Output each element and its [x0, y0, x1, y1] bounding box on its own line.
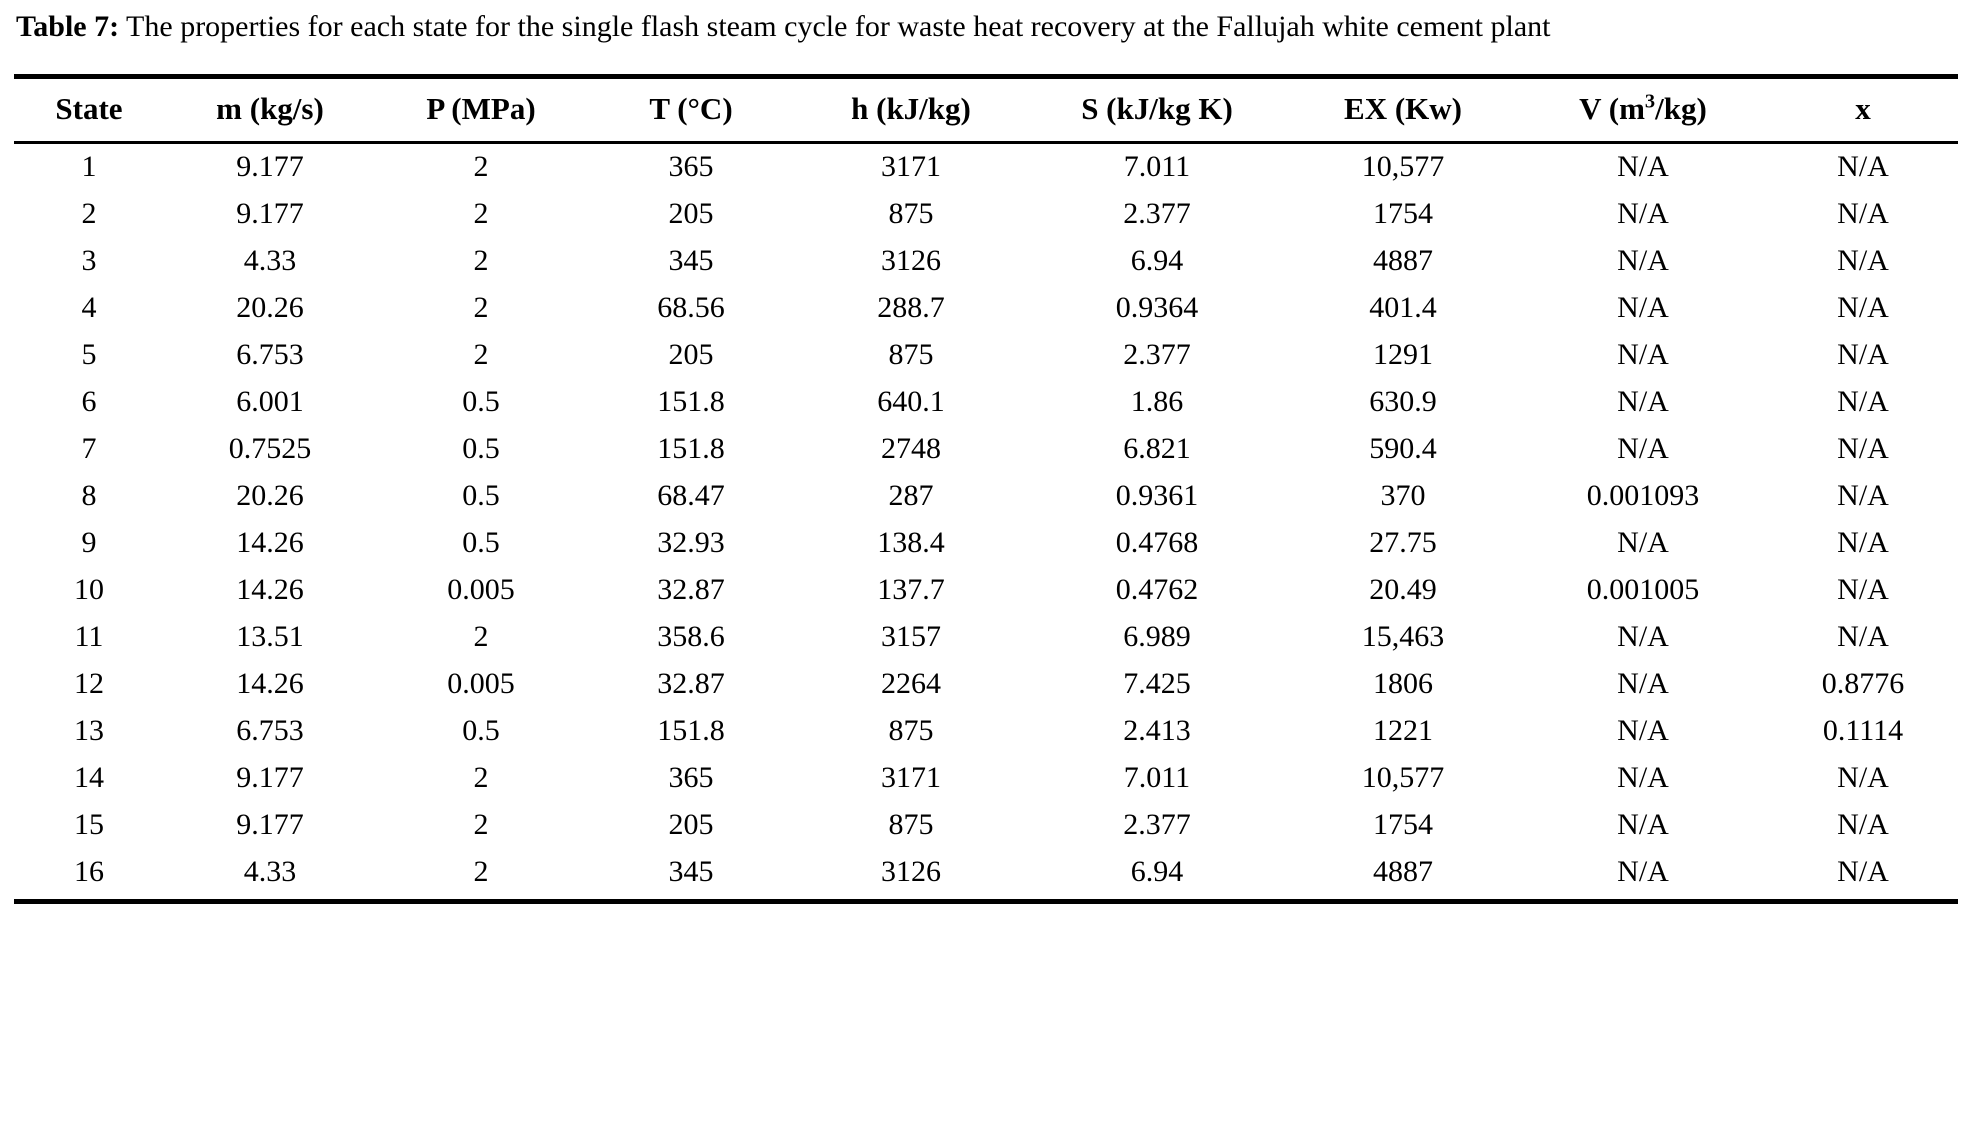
data-cell: 2 [473, 620, 489, 654]
data-cell: 875 [888, 714, 934, 748]
table-row [14, 849, 1958, 902]
state-cell: 3 [81, 244, 97, 278]
state-cell: 13 [74, 714, 104, 748]
data-cell: 640.1 [877, 385, 945, 419]
data-cell: N/A [1837, 385, 1889, 419]
data-cell: 27.75 [1369, 526, 1437, 560]
data-cell: 0.1114 [1822, 714, 1904, 748]
data-cell: 7.011 [1123, 761, 1191, 795]
data-cell: 1806 [1373, 667, 1433, 701]
data-cell: 7.011 [1123, 150, 1191, 184]
column-header-5: S (kJ/kg K) [1026, 77, 1288, 143]
data-cell: N/A [1617, 526, 1669, 560]
table-row [14, 191, 1958, 238]
state-cell: 8 [81, 479, 97, 513]
data-cell: 2.413 [1123, 714, 1191, 748]
data-cell: 4.33 [243, 244, 297, 278]
data-cell: 287 [888, 479, 934, 513]
data-cell: 14.26 [236, 573, 304, 607]
data-cell: 0.4768 [1115, 526, 1199, 560]
data-cell: 20.49 [1369, 573, 1437, 607]
data-cell: 6.94 [1026, 849, 1288, 902]
data-cell: 875 [888, 197, 934, 231]
data-cell: 0.7525 [228, 432, 312, 466]
state-cell: 12 [74, 667, 104, 701]
table-row [14, 755, 1958, 802]
data-cell: 3171 [881, 761, 941, 795]
data-cell: 20.26 [236, 291, 304, 325]
data-cell: 68.56 [657, 291, 725, 325]
data-cell: N/A [1617, 620, 1669, 654]
data-cell: N/A [1768, 849, 1958, 902]
data-cell: 205 [668, 197, 714, 231]
data-cell: 2 [473, 291, 489, 325]
state-cell: 9 [81, 526, 97, 560]
table-row [14, 473, 1958, 520]
data-cell: 2.377 [1123, 197, 1191, 231]
data-cell: 7.425 [1123, 667, 1191, 701]
data-cell: N/A [1837, 808, 1889, 842]
data-cell: 0.005 [447, 667, 515, 701]
data-cell: 365 [668, 761, 714, 795]
data-cell: 9.177 [236, 197, 304, 231]
data-cell: N/A [1837, 620, 1889, 654]
state-cell: 10 [74, 573, 104, 607]
data-cell: N/A [1617, 338, 1669, 372]
column-header-3: T (°C) [586, 77, 796, 143]
data-cell: 0.5 [462, 479, 500, 513]
data-cell: N/A [1617, 714, 1669, 748]
data-cell: 2.377 [1123, 808, 1191, 842]
table-caption [16, 8, 1960, 46]
data-cell: 2748 [881, 432, 941, 466]
data-cell: 1221 [1373, 714, 1433, 748]
data-cell: 6.753 [236, 714, 304, 748]
state-cell: 4 [81, 291, 97, 325]
data-cell: 32.87 [657, 667, 725, 701]
data-cell: N/A [1837, 197, 1889, 231]
state-cell: 2 [81, 197, 97, 231]
data-cell: 0.5 [462, 714, 500, 748]
data-cell: N/A [1837, 573, 1889, 607]
data-cell: N/A [1837, 150, 1889, 184]
data-cell: 345 [586, 849, 796, 902]
data-cell: 15,463 [1361, 620, 1445, 654]
data-cell: 6.94 [1130, 244, 1184, 278]
data-cell: 0.5 [462, 432, 500, 466]
column-header-exponent: 3 [1644, 90, 1656, 113]
data-cell: 2 [473, 244, 489, 278]
data-cell: 151.8 [657, 714, 725, 748]
data-cell: 630.9 [1369, 385, 1437, 419]
table-row [14, 332, 1958, 379]
data-cell: 4.33 [164, 849, 376, 902]
data-cell: 4887 [1288, 849, 1518, 902]
data-cell: 32.87 [657, 573, 725, 607]
column-header-7: V $(m^3/kg)$ [1518, 77, 1768, 143]
column-header-6: EX (Kw) [1288, 77, 1518, 143]
data-cell: 3157 [881, 620, 941, 654]
table-row [14, 520, 1958, 567]
data-cell: 0.5 [462, 385, 500, 419]
data-cell: N/A [1617, 244, 1669, 278]
data-cell: N/A [1617, 291, 1669, 325]
data-cell: 3171 [881, 150, 941, 184]
table-row [14, 143, 1958, 192]
data-cell: 6.753 [236, 338, 304, 372]
data-cell: 68.47 [657, 479, 725, 513]
column-header-2: P (MPa) [376, 77, 586, 143]
data-cell: 3126 [881, 244, 941, 278]
data-cell: N/A [1837, 479, 1889, 513]
table-row [14, 708, 1958, 755]
table-row [14, 614, 1958, 661]
table-row [14, 379, 1958, 426]
data-cell: 0.005 [447, 573, 515, 607]
data-cell: 4887 [1373, 244, 1433, 278]
data-cell: 2264 [881, 667, 941, 701]
state-cell: 16 [14, 849, 164, 902]
data-cell: 875 [888, 338, 934, 372]
data-cell: 151.8 [657, 432, 725, 466]
data-cell: 138.4 [877, 526, 945, 560]
data-cell: 0.001093 [1586, 479, 1700, 513]
data-cell: 10,577 [1361, 761, 1445, 795]
table-header [14, 77, 1958, 143]
data-cell: 2 [473, 808, 489, 842]
table-row [14, 426, 1958, 473]
data-cell: 20.26 [236, 479, 304, 513]
data-cell: 370 [1380, 479, 1426, 513]
table-row [14, 285, 1958, 332]
data-cell: 151.8 [657, 385, 725, 419]
table-header-row [14, 77, 1958, 143]
table-row [14, 802, 1958, 849]
data-cell: 875 [888, 808, 934, 842]
data-cell: 1291 [1373, 338, 1433, 372]
column-header-4: h (kJ/kg) [796, 77, 1026, 143]
data-cell: 9.177 [236, 761, 304, 795]
table-caption-label: Table 7: [16, 10, 120, 43]
table-row [14, 238, 1958, 285]
data-cell: 32.93 [657, 526, 725, 560]
data-cell: 2.377 [1123, 338, 1191, 372]
column-header-1: m (kg/s) [164, 77, 376, 143]
data-cell: 9.177 [236, 150, 304, 184]
data-cell: 590.4 [1369, 432, 1437, 466]
data-cell: 0.8776 [1821, 667, 1905, 701]
data-cell: 401.4 [1369, 291, 1437, 325]
state-cell: 1 [81, 150, 97, 184]
data-cell: 0.001005 [1586, 573, 1700, 607]
data-cell: 3126 [796, 849, 1026, 902]
data-cell: N/A [1617, 432, 1669, 466]
state-cell: 15 [74, 808, 104, 842]
table-body [14, 143, 1958, 902]
data-cell: 9.177 [236, 808, 304, 842]
data-cell: N/A [1518, 849, 1768, 902]
data-cell: 365 [668, 150, 714, 184]
properties-table [14, 74, 1958, 904]
data-cell: N/A [1617, 667, 1669, 701]
data-cell: 205 [668, 338, 714, 372]
data-cell: 137.7 [877, 573, 945, 607]
data-cell: N/A [1617, 808, 1669, 842]
data-cell: 14.26 [236, 667, 304, 701]
data-cell: N/A [1837, 761, 1889, 795]
data-cell: N/A [1617, 761, 1669, 795]
data-cell: 2 [473, 338, 489, 372]
data-cell: N/A [1837, 432, 1889, 466]
data-cell: 6.001 [236, 385, 304, 419]
data-cell: 0.5 [462, 526, 500, 560]
data-cell: 1754 [1373, 808, 1433, 842]
column-header-8: x [1768, 77, 1958, 143]
data-cell: N/A [1837, 526, 1889, 560]
data-cell: 13.51 [236, 620, 304, 654]
data-cell: 205 [668, 808, 714, 842]
data-cell: 1.86 [1130, 385, 1184, 419]
data-cell: 358.6 [657, 620, 725, 654]
data-cell: 6.821 [1123, 432, 1191, 466]
data-cell: 1754 [1373, 197, 1433, 231]
data-cell: N/A [1837, 244, 1889, 278]
column-header-0: State [14, 77, 164, 143]
table-caption-text: The properties for each state for the single flash steam cycle for waste heat recovery at the Fallujah white cement plant [119, 10, 1551, 43]
data-cell: 345 [668, 244, 714, 278]
data-cell: 2 [473, 197, 489, 231]
state-cell: 6 [81, 385, 97, 419]
state-cell: 7 [81, 432, 97, 466]
data-cell: N/A [1617, 197, 1669, 231]
state-cell: 11 [74, 620, 104, 654]
data-cell: 10,577 [1361, 150, 1445, 184]
state-cell: 5 [81, 338, 97, 372]
data-cell: 0.9364 [1115, 291, 1199, 325]
table-row [14, 661, 1958, 708]
data-cell: N/A [1837, 338, 1889, 372]
data-cell: 6.989 [1123, 620, 1191, 654]
data-cell: N/A [1617, 150, 1669, 184]
data-cell: 0.9361 [1115, 479, 1199, 513]
data-cell: 2 [473, 761, 489, 795]
data-cell: 0.4762 [1115, 573, 1199, 607]
table-row [14, 567, 1958, 614]
data-cell: N/A [1617, 385, 1669, 419]
state-cell: 14 [74, 761, 104, 795]
data-cell: N/A [1837, 291, 1889, 325]
data-cell: 288.7 [877, 291, 945, 325]
data-cell: 14.26 [236, 526, 304, 560]
data-cell: 2 [473, 150, 489, 184]
data-cell: 2 [376, 849, 586, 902]
